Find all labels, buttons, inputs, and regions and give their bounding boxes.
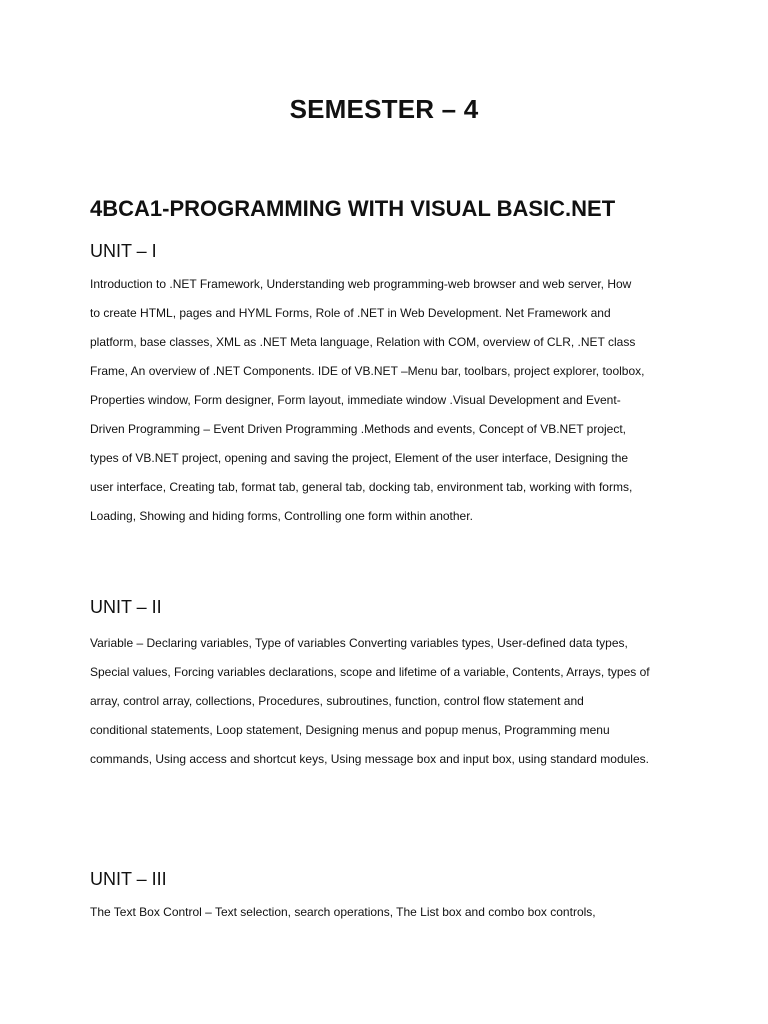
- body-line: user interface, Creating tab, format tab, general tab, docking tab, environment tab, working with forms,: [90, 480, 633, 494]
- subject-title: 4BCA1-PROGRAMMING WITH VISUAL BASIC.NET: [90, 196, 616, 221]
- body-line: Introduction to .NET Framework, Understanding web programming-web browser and web server, How: [90, 277, 632, 291]
- body-line: Driven Programming – Event Driven Programming .Methods and events, Concept of VB.NET project,: [90, 422, 627, 436]
- unit-1-heading: UNIT – I: [90, 241, 157, 261]
- body-line: Frame, An overview of .NET Components. IDE of VB.NET –Menu bar, toolbars, project explorer, toolbox,: [90, 364, 645, 378]
- body-line: Properties window, Form designer, Form layout, immediate window .Visual Development and Event-: [90, 393, 621, 407]
- body-line: to create HTML, pages and HYML Forms, Role of .NET in Web Development. Net Framework and: [90, 306, 611, 320]
- semester-title: SEMESTER – 4: [289, 94, 479, 124]
- body-line: Loading, Showing and hiding forms, Controlling one form within another.: [90, 509, 473, 523]
- unit-2-heading: UNIT – II: [90, 597, 162, 617]
- body-line: conditional statements, Loop statement, Designing menus and popup menus, Programming menu: [90, 723, 610, 737]
- body-line: The Text Box Control – Text selection, search operations, The List box and combo box controls,: [90, 905, 596, 919]
- unit-1-body: [90, 270, 690, 531]
- body-line: platform, base classes, XML as .NET Meta language, Relation with COM, overview of CLR, .NET class: [90, 335, 636, 349]
- unit-3-body: [90, 898, 690, 927]
- body-line: types of VB.NET project, opening and saving the project, Element of the user interface, Designing the: [90, 451, 629, 465]
- unit-2-body: [90, 629, 690, 774]
- unit-3-heading: UNIT – III: [90, 869, 167, 889]
- body-line: Variable – Declaring variables, Type of variables Converting variables types, User-defined data types,: [90, 636, 628, 650]
- body-line: Special values, Forcing variables declarations, scope and lifetime of a variable, Contents, Arrays, types of: [90, 665, 650, 679]
- body-line: commands, Using access and shortcut keys, Using message box and input box, using standard modules.: [90, 752, 649, 766]
- body-line: array, control array, collections, Procedures, subroutines, function, control flow statement and: [90, 694, 584, 708]
